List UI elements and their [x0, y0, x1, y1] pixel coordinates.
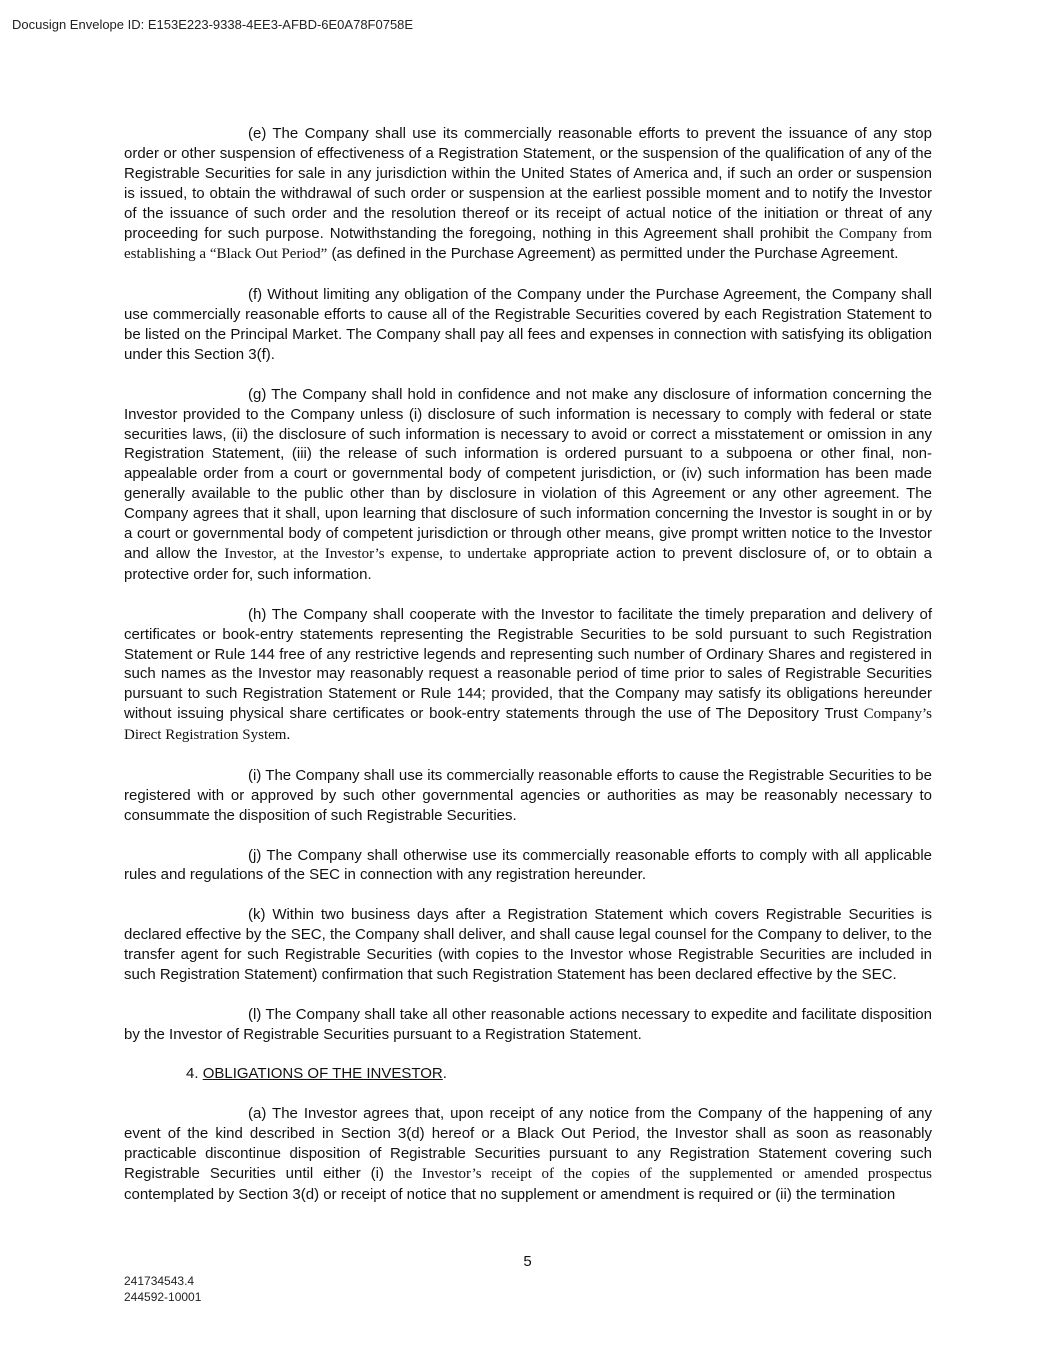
paragraph-3g-serif-text: Investor, at the Investor’s expense, to undertake — [224, 546, 527, 562]
paragraph-4a-serif-text: the Investor’s receipt of the copies of the supplemented or amended prospectus — [393, 1165, 933, 1182]
paragraph-3e-text: (e) The Company shall use its commercially reasonable efforts to prevent the issuance of any stop order or other suspension of effectiveness of a Registration Statement, or the suspension of the qualification of any of the Registrable Securities for sale in any jurisdiction within the United States of America and, if such an order or suspension is issued, to obtain the withdrawal of such order or suspension at the earliest possible moment and to notify the Investor of the issuance of such order and the resolution thereof or its receipt of actual notice of the initiation or threat of any proceeding for such purpose. Notwithstanding the foregoing, nothing in this Agreement shall prohibit — [124, 125, 932, 242]
document-id-1: 241734543.4 — [124, 1274, 195, 1288]
section-4-heading — [124, 1064, 932, 1084]
paragraph-3k: (k) Within two business days after a Registration Statement which covers Registrable Securities is declared effective by the SEC, the Company shall deliver, and shall cause legal counsel for the Company to deliver, to the transfer agent for such Registrable Securities (with copies to the Investor whose Registrable Securities are included in such Registration Statement) confirmation that such Registration Statement has been declared effective by the SEC. — [124, 906, 932, 983]
paragraph-4a-text: (a) The Investor agrees that, upon receipt of any notice from the Company of the happening of any event of the kind described in Section 3(d) hereof or a Black Out Period, the Investor shall as soon as reasonably practicable discontinue disposition of Registrable Securities pursuant to any Registration Statement covering such Registrable Securities until either (i) — [124, 1105, 932, 1182]
paragraph-3h — [124, 605, 932, 746]
section-4-title: OBLIGATIONS OF THE INVESTOR — [202, 1065, 443, 1083]
paragraph-3h-text: (h) The Company shall cooperate with the Investor to facilitate the timely preparation and delivery of certificates or book-entry statements representing the Registrable Securities to be sold pursuant to such Registration Statement or Rule 144 free of any restrictive legends and representing such number of Ordinary Shares and registered in such names as the Investor may reasonably request a reasonable period of time prior to sales of Registrable Securities pursuant to such Registration Statement or Rule 144; provided, that the Company may satisfy its obligations hereunder without issuing physical share certificates or book-entry statements through the use of The Depository Trust — [124, 605, 932, 723]
paragraph-3e-text-end: (as defined in the Purchase Agreement) as permitted under the Purchase Agreement. — [331, 245, 899, 263]
section-4-number: 4. — [186, 1065, 199, 1083]
document-ids — [124, 1273, 201, 1305]
paragraph-3g — [124, 385, 932, 585]
paragraph-3e-serif-text: the Company from establishing a “Black Out Period” — [124, 225, 932, 263]
paragraph-4a — [124, 1104, 932, 1205]
paragraph-3l: (l) The Company shall take all other reasonable actions necessary to expedite and facilitate disposition by the Investor of Registrable Securities pursuant to a Registration Statement. — [124, 1005, 932, 1043]
page-number: 5 — [523, 1253, 532, 1270]
section-4-period: . — [442, 1065, 447, 1083]
paragraph-3g-text-end: appropriate action to prevent disclosure of, or to obtain a protective order for, such information. — [124, 545, 933, 583]
paragraph-3h-serif-text: Company’s Direct Registration System. — [124, 706, 932, 744]
paragraph-4a-text-end: contemplated by Section 3(d) or receipt of notice that no supplement or amendment is required or (ii) the termination — [124, 1185, 896, 1203]
document-body — [124, 124, 932, 1205]
document-id-2: 244592-10001 — [124, 1290, 202, 1304]
paragraph-3g-text: (g) The Company shall hold in confidence and not make any disclosure of information concerning the Investor provided to the Company unless (i) disclosure of such information is necessary to comply with federal or state securities laws, (ii) the disclosure of such information is necessary to avoid or correct a misstatement or omission in any Registration Statement, (iii) the release of such information is ordered pursuant to a subpoena or other final, non-appealable order from a court or governmental body of competent jurisdiction, or (iv) such information has been made generally available to the public other than by disclosure in violation of this Agreement or any other agreement. The Company agrees that it shall, upon learning that disclosure of such information concerning the Investor is sought in or by a court or governmental body of competent jurisdiction or through other means, give prompt written notice to the Investor and allow the — [124, 385, 932, 562]
paragraph-3f: (f) Without limiting any obligation of the Company under the Purchase Agreement, the Company shall use commercially reasonable efforts to cause all of the Registrable Securities covered by each Registration Statement to be listed on the Principal Market. The Company shall pay all fees and expenses in connection with satisfying its obligation under this Section 3(f). — [124, 286, 932, 363]
paragraph-3i: (i) The Company shall use its commercially reasonable efforts to cause the Registrable Securities to be registered with or approved by such other governmental agencies or authorities as may be reasonably necessary to consummate the disposition of such Registrable Securities. — [124, 766, 932, 824]
paragraph-3e — [124, 124, 932, 265]
paragraph-3j: (j) The Company shall otherwise use its commercially reasonable efforts to comply with all applicable rules and regulations of the SEC in connection with any registration hereunder. — [124, 846, 932, 884]
docusign-envelope-id: Docusign Envelope ID: E153E223-9338-4EE3-AFBD-6E0A78F0758E — [12, 17, 414, 32]
